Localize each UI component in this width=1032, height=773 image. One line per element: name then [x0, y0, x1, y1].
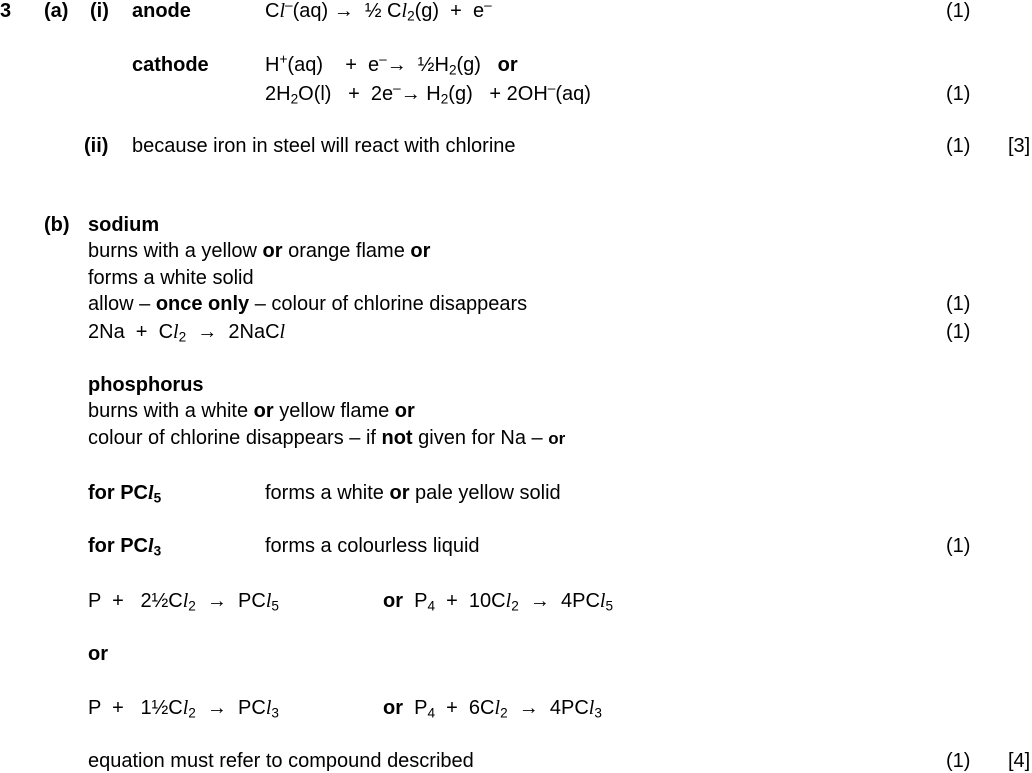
eq-ell: l: [279, 0, 286, 22]
anode-mark: (1): [946, 0, 971, 22]
eq-text: + 10C: [435, 590, 506, 612]
eq-ell: l: [588, 697, 595, 719]
eq-sub: 2: [178, 329, 187, 345]
eq-text: C: [265, 0, 280, 22]
eq-ell: l: [148, 482, 154, 504]
or-keyword: or: [389, 482, 410, 504]
eq-text: (g) + 2OH: [448, 83, 548, 105]
eq-sub: 2: [500, 705, 508, 721]
not-keyword: not: [381, 427, 413, 449]
eq-text: (aq): [555, 83, 591, 105]
or-keyword: or: [383, 590, 403, 612]
pcl3-mark: (1): [946, 535, 971, 557]
equation-note: equation must refer to compound described: [88, 750, 474, 772]
eq-sub: 2: [440, 91, 449, 107]
eq-text: 2H: [265, 83, 291, 105]
text: forms a white: [265, 482, 390, 504]
eq-sub: 3: [594, 705, 602, 721]
or-keyword: or: [394, 400, 415, 422]
or-keyword: or: [383, 697, 403, 719]
eq-sub: 5: [271, 598, 279, 614]
eq-sub: 2: [511, 598, 519, 614]
sodium-equation-mark: (1): [946, 321, 971, 343]
eq-text: P: [403, 697, 428, 719]
part-a-i-label: (i): [90, 0, 109, 22]
eq-sub: 2: [407, 8, 415, 24]
text: colour of chlorine disappears – if: [88, 427, 382, 449]
eq-text: P: [403, 590, 428, 612]
eq-sub: 5: [605, 598, 614, 614]
eq-text: H: [265, 54, 280, 76]
eq-ell: l: [494, 697, 501, 719]
eq-sup: –: [393, 80, 401, 96]
sodium-equation: [88, 321, 286, 345]
part-a-ii-label: (ii): [84, 135, 109, 157]
cathode-equation-1: [265, 51, 518, 78]
eq-sub: 2: [188, 598, 196, 614]
pcl3-description: forms a colourless liquid: [265, 535, 480, 557]
eq-text: P + 1½C: [88, 697, 183, 719]
pcl5-label: [88, 482, 162, 506]
eq-text: (g): [456, 54, 498, 76]
eq-text: P + 2½C: [88, 590, 183, 612]
pcl5-equation-right: [383, 590, 614, 614]
eq-sup: –: [484, 0, 492, 13]
or-separator: or: [88, 643, 108, 665]
part-a-total: [3]: [1008, 135, 1031, 157]
or-keyword: or: [410, 240, 431, 262]
eq-sub: 4: [427, 598, 436, 614]
or-keyword: or: [253, 400, 274, 422]
equation-note-mark: (1): [946, 750, 971, 772]
text: orange flame: [282, 240, 411, 262]
part-a-ii-mark: (1): [946, 135, 971, 157]
pcl3-equation-right: [383, 697, 602, 721]
pcl3-equation-left: [88, 697, 279, 721]
part-b-total: [4]: [1008, 750, 1031, 772]
phosphorus-heading: phosphorus: [88, 374, 204, 396]
eq-sup: –: [379, 51, 387, 67]
text: given for Na –: [412, 427, 549, 449]
eq-sup: –: [547, 80, 556, 96]
anode-equation: Cl–(aq) → ½ $Cl_2(g) + e^-$: [265, 1, 492, 21]
eq-text: → ½H: [386, 54, 449, 76]
text: burns with a yellow: [88, 240, 263, 262]
part-a-label: (a): [44, 0, 69, 22]
eq-text: → H: [400, 83, 441, 105]
eq-text: → 4PC: [507, 697, 589, 719]
phosphorus-line-1: [88, 401, 415, 421]
text: burns with a white: [88, 400, 254, 422]
text: for PC: [88, 482, 148, 504]
or-keyword: or: [548, 429, 566, 448]
eq-text: 2Na + C: [88, 321, 174, 343]
sodium-heading: sodium: [88, 214, 160, 236]
eq-sub: 4: [427, 705, 436, 721]
eq-text: → PC: [195, 590, 266, 612]
eq-sub: 3: [153, 543, 162, 559]
eq-text: (g) + e: [414, 0, 485, 22]
sodium-line-1: [88, 241, 430, 261]
sodium-line-2: forms a white solid: [88, 267, 254, 289]
eq-sub: 2: [448, 62, 457, 78]
cathode-equation-2: [265, 80, 591, 107]
eq-text: O(l) + 2e: [298, 83, 394, 105]
or-keyword: or: [497, 54, 518, 76]
text: yellow flame: [273, 400, 395, 422]
part-a-ii-answer: because iron in steel will react with chlorine: [132, 135, 516, 157]
eq-ell: l: [182, 590, 189, 612]
part-b-label: (b): [44, 214, 70, 236]
text: for PC: [88, 535, 148, 557]
eq-ell: l: [279, 321, 286, 343]
eq-text: → PC: [195, 697, 266, 719]
eq-ell: l: [599, 590, 606, 612]
eq-ell: l: [265, 697, 272, 719]
eq-text: + 6C: [435, 697, 495, 719]
pcl3-label: [88, 535, 162, 559]
eq-sub: 2: [290, 91, 299, 107]
phosphorus-line-2: [88, 428, 565, 448]
eq-text: (aq) + e: [287, 54, 380, 76]
eq-ell: l: [505, 590, 512, 612]
eq-text: → 2NaC: [186, 321, 280, 343]
once-only-keyword: once only: [155, 293, 250, 315]
eq-ell: l: [182, 697, 189, 719]
anode-label: anode: [132, 0, 191, 22]
sodium-line-3: [88, 294, 527, 314]
eq-sub: 5: [153, 490, 162, 506]
eq-text: (aq) → ½ C: [292, 0, 402, 22]
sodium-line-3-mark: (1): [946, 293, 971, 315]
question-number: 3: [0, 0, 12, 22]
eq-sup: +: [279, 51, 288, 67]
pcl5-description: [265, 483, 561, 503]
eq-ell: l: [265, 590, 272, 612]
eq-ell: l: [401, 0, 408, 22]
or-keyword: or: [262, 240, 283, 262]
eq-sub: 3: [271, 705, 279, 721]
text: allow –: [88, 293, 156, 315]
eq-ell: l: [148, 535, 154, 557]
text: – colour of chlorine disappears: [249, 293, 528, 315]
cathode-mark: (1): [946, 83, 971, 105]
cathode-label: cathode: [132, 54, 209, 76]
eq-text: → 4PC: [518, 590, 600, 612]
eq-ell: l: [173, 321, 179, 343]
text: pale yellow solid: [409, 482, 561, 504]
eq-sub: 2: [188, 705, 196, 721]
pcl5-equation-left: [88, 590, 279, 614]
